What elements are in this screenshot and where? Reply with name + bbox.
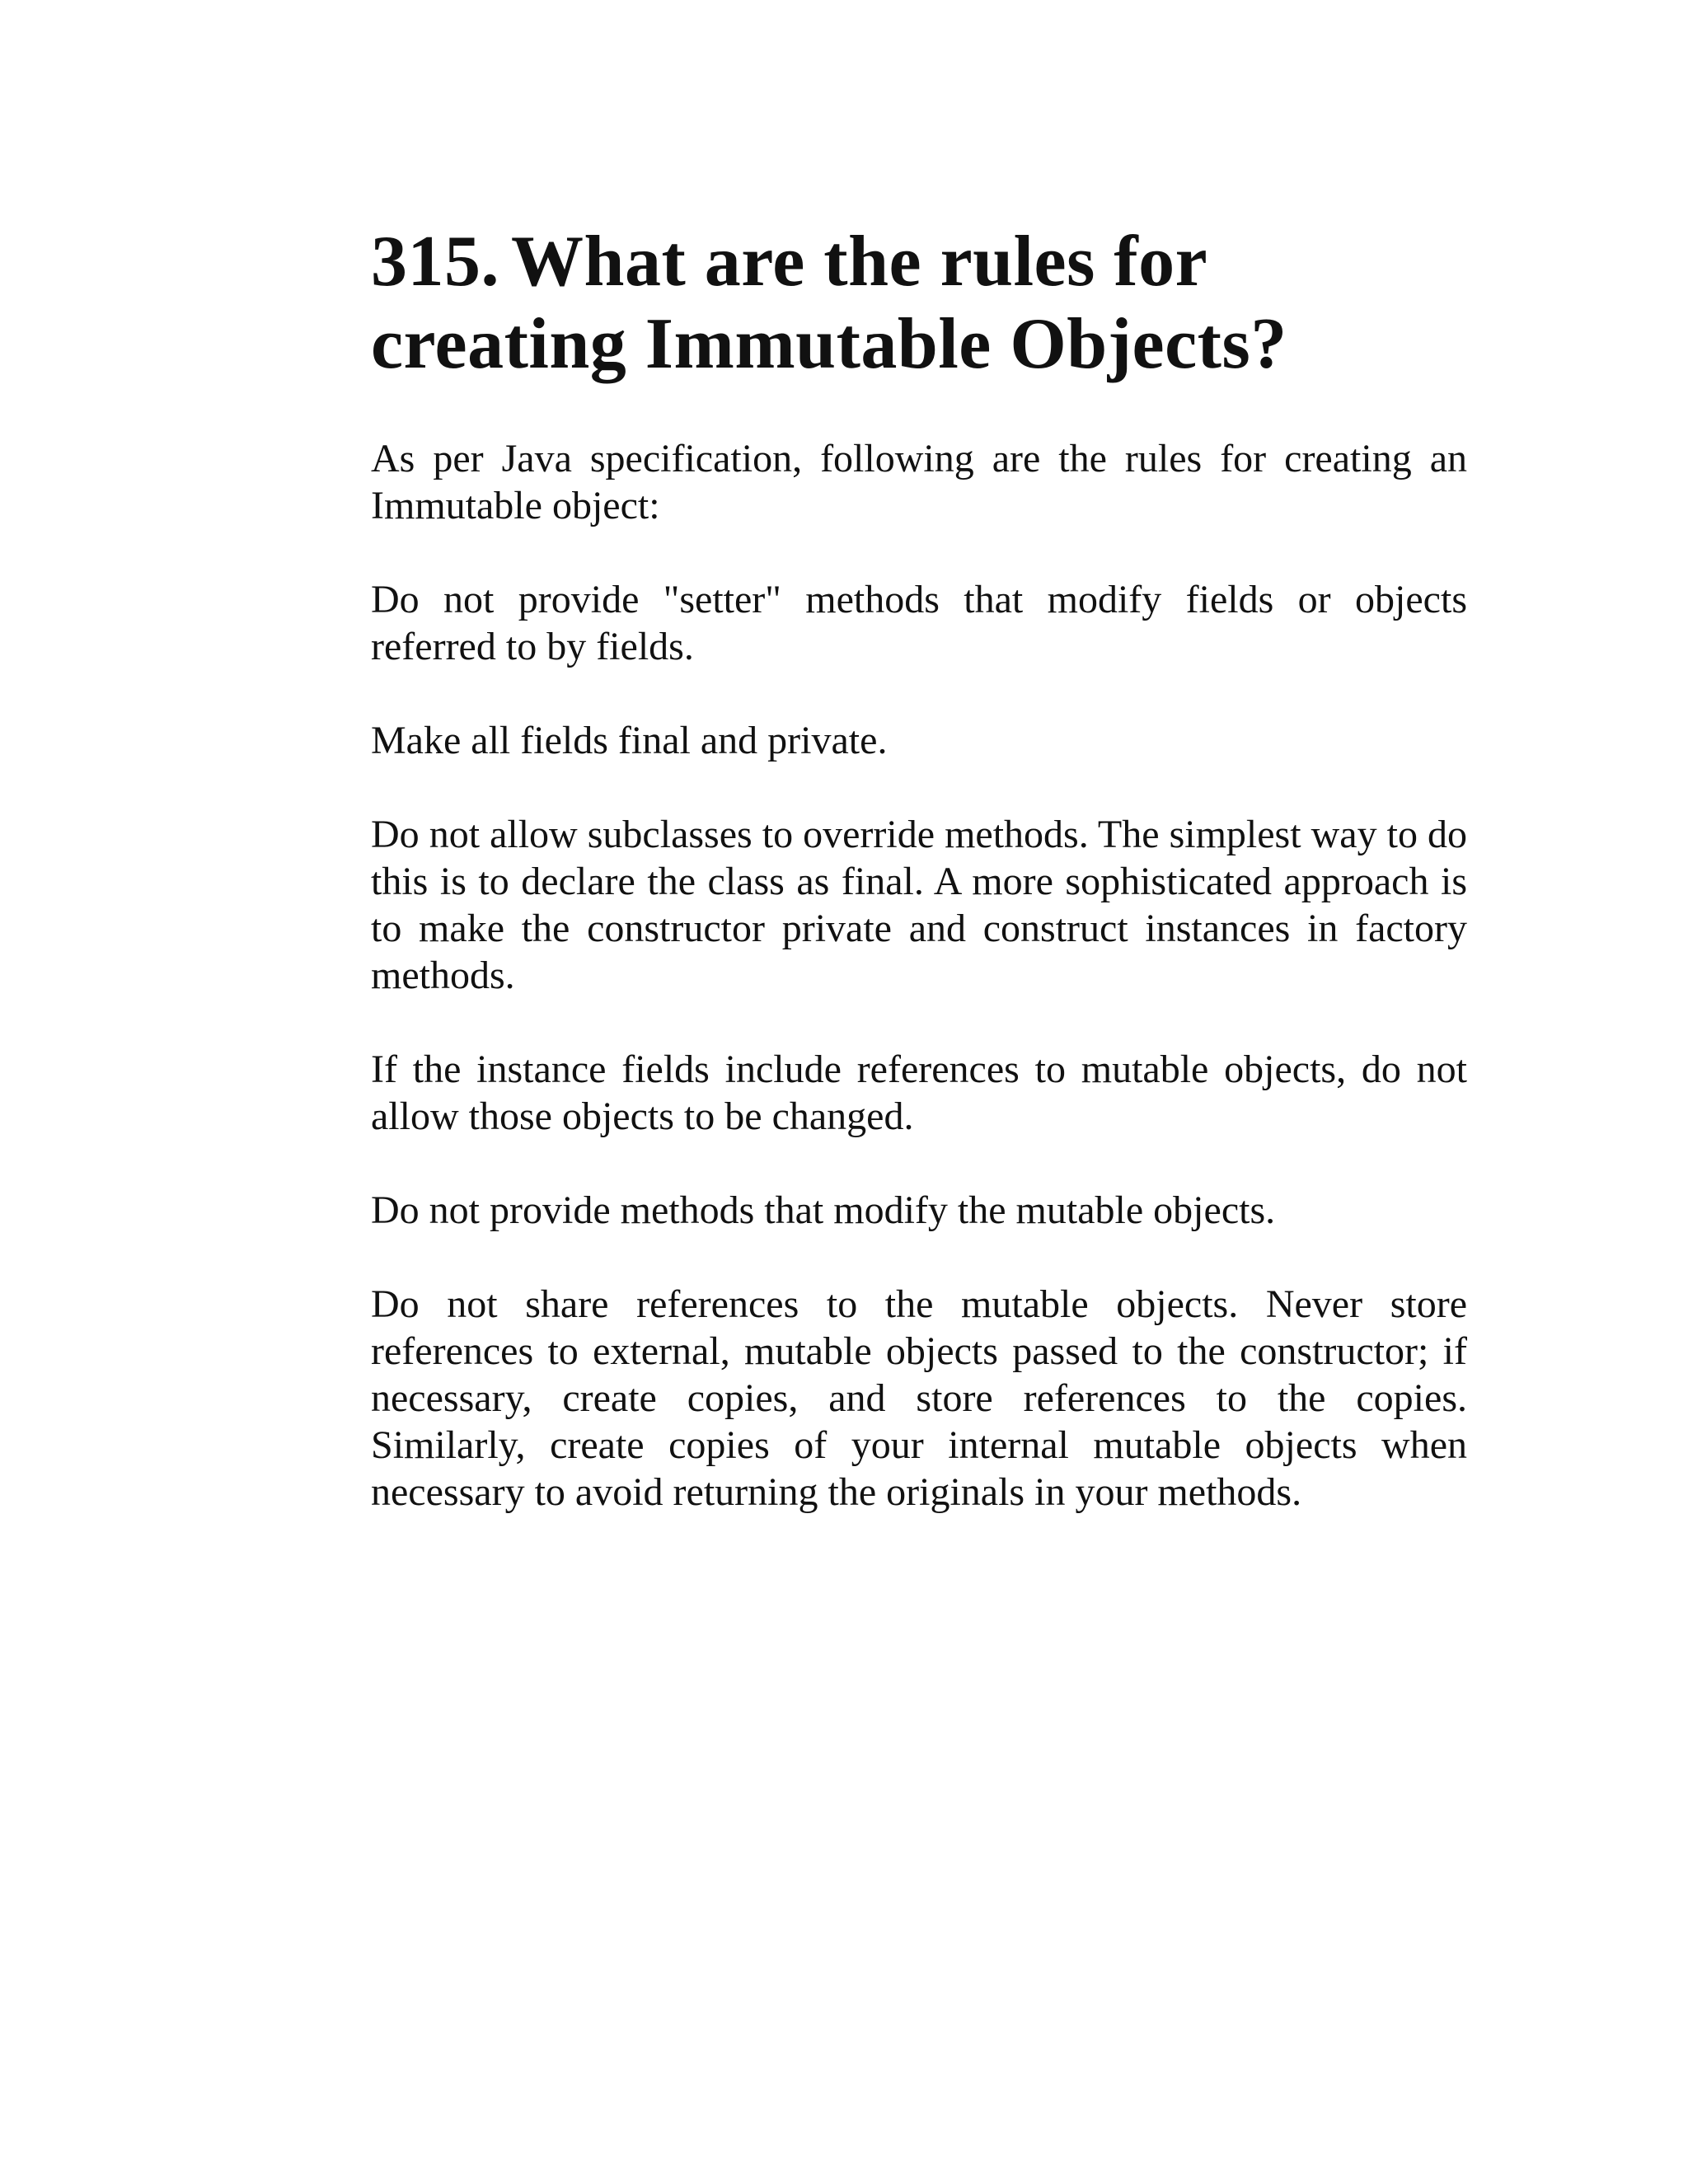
rule-paragraph-2: Make all fields final and private. <box>371 719 888 762</box>
rule-paragraph-3: Do not allow subclasses to override methods. The simplest way to do this is to declare the class as final. A more sophisticated approach is to make the constructor private and construct instances in factory methods. <box>371 813 1467 997</box>
question-title: What are the rules for creating Immutable Objects? <box>371 222 1287 384</box>
question-heading <box>371 221 1467 386</box>
rule-paragraph-1: Do not provide "setter" methods that modify fields or objects referred to by fields. <box>371 578 1467 668</box>
rule-paragraph-6: Do not share references to the mutable objects. Never store references to external, mutable objects passed to the constructor; if necessary, create copies, and store references to the copies. Similarly, create copies of your internal mutable objects when necessary to avoid returning the originals in your methods. <box>371 1282 1467 1514</box>
intro-paragraph: As per Java specification, following are the rules for creating an Immutable object: <box>371 437 1467 527</box>
document-page <box>371 221 1467 1516</box>
rule-paragraph-4: If the instance fields include references to mutable objects, do not allow those objects to be changed. <box>371 1047 1467 1138</box>
question-number: 315. <box>371 222 499 302</box>
rule-paragraph-5: Do not provide methods that modify the mutable objects. <box>371 1188 1276 1232</box>
